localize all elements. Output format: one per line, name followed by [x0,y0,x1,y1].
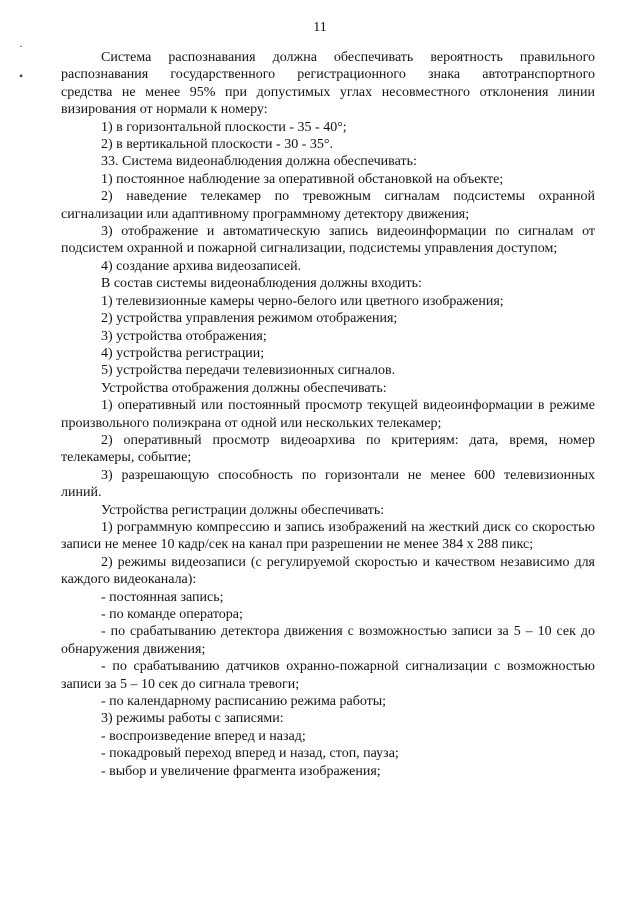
paragraph: 1) постоянное наблюдение за оперативной обстановкой на объекте; [101,171,504,187]
paragraph: 1) оперативный или постоянный просмотр текущей видеоинформации в режиме произвольного полиэкрана от одной или нескольких телекамер; [61,398,595,431]
paragraph: 2) в вертикальной плоскости - 30 - 35°. [101,137,333,153]
paragraph: 3) устройства отображения; [101,328,267,344]
paragraph: Устройства отображения должны обеспечивать: [101,380,387,396]
scan-mark: · [19,39,23,53]
paragraph: распознавания государственного регистрационного знака автотранспортного [61,67,595,83]
page-number: 11 [313,20,327,35]
paragraph: визирования от нормали к номеру: [61,102,268,118]
paragraph: - по календарному расписанию режима работы; [101,694,387,710]
paragraph: 1) телевизионные камеры черно-белого или цветного изображения; [101,293,504,309]
paragraph: 3) разрешающую способность по горизонтали не менее 600 телевизионных линий. [61,467,595,501]
paragraph: 1) в горизонтальной плоскости - 35 - 40°; [101,119,347,135]
paragraph: 3) режимы работы с записями: [101,711,284,727]
paragraph: - по срабатыванию детектора движения с возможностью записи за 5 – 10 сек до обнаружения движения; [61,624,595,657]
paragraph: 33. Система видеонаблюдения должна обеспечивать: [101,154,417,170]
paragraph: - по команде оператора; [101,607,243,622]
paragraph: В состав системы видеонаблюдения должны входить: [101,276,422,292]
paragraph: 4) устройства регистрации; [101,345,265,361]
paragraph: средства не менее 95% при допустимых углах несовместного отклонения линии [61,84,595,100]
paragraph: 2) наведение телекамер по тревожным сигналам подсистемы охранной сигнализации или адаптивному программному детектору движения; [61,189,595,222]
paragraph: - по срабатыванию датчиков охранно-пожарной сигнализации с возможностью записи за 5 – 10 сек до сигнала тревоги; [61,659,595,692]
paragraph: 4) создание архива видеозаписей. [101,258,302,274]
paragraph: 5) устройства передачи телевизионных сигналов. [101,363,396,379]
paragraph: - постоянная запись; [101,589,224,605]
paragraph: 2) устройства управления режимом отображения; [101,311,398,327]
paragraph: Система распознавания должна обеспечивать вероятность правильного [101,50,595,65]
paragraph: 2) режимы видеозаписи (с регулируемой скоростью и качеством независимо для каждого видеоканала): [61,554,595,588]
paragraph: - воспроизведение вперед и назад; [101,728,306,744]
paragraph: 2) оперативный просмотр видеоархива по критериям: дата, время, номер телекамеры, событие; [61,432,595,466]
paragraph: - покадровый переход вперед и назад, стоп, пауза; [101,746,399,762]
paragraph: Устройства регистрации должны обеспечивать: [101,502,385,518]
paragraph: - выбор и увеличение фрагмента изображения; [101,763,381,779]
paragraph: 1) рограммную компрессию и запись изображений на жесткий диск со скоростью записи не менее 10 кадр/сек на канал при разрешении не менее 384 х 288 пикс; [61,519,595,553]
scan-mark: • [19,69,24,83]
document-body [61,49,595,780]
paragraph: 3) отображение и автоматическую запись видеоинформации по сигналам от подсистем охранной и пожарной сигнализации, подсистемы управления доступом; [61,224,595,257]
